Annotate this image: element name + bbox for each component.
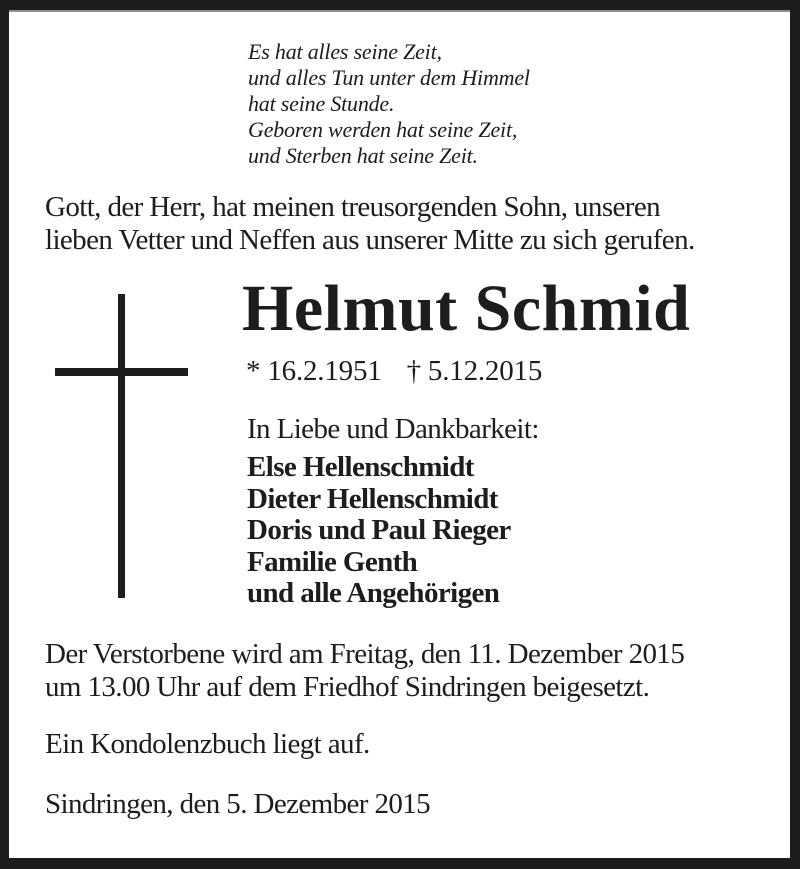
mourner-name: Doris und Paul Rieger (247, 514, 511, 546)
mourners-list (247, 452, 511, 610)
mourner-name: und alle Angehörigen (247, 577, 500, 609)
mourner-name: Familie Genth (247, 545, 418, 578)
burial-line: Der Verstorbene wird am Freitag, den 11. Dezember 2015 (45, 638, 685, 670)
burial-info (45, 638, 684, 704)
life-dates (246, 355, 542, 388)
burial-line: um 13.00 Uhr auf dem Friedhof Sindringen beigesetzt. (45, 671, 650, 703)
mourner-name: Dieter Hellenschmidt (247, 482, 498, 515)
cross-vertical-bar (118, 294, 125, 598)
poem-line: Geboren werden hat seine Zeit, (248, 117, 518, 142)
frame-hairline (9, 10, 790, 12)
poem-line: und Sterben hat seine Zeit. (248, 143, 478, 168)
deceased-name: Helmut Schmid (242, 272, 691, 345)
birth-date: * 16.2.1951 (246, 355, 382, 387)
intro-line: lieben Vetter und Neffen aus unserer Mitte zu sich gerufen. (45, 224, 695, 256)
death-date: † 5.12.2015 (406, 355, 543, 387)
poem-block (248, 39, 530, 169)
poem-line: und alles Tun unter dem Himmel (248, 65, 530, 90)
frame-border-top (0, 0, 800, 10)
poem-line: hat seine Stunde. (248, 91, 395, 116)
frame-border-right (790, 0, 800, 869)
frame-border-left (0, 0, 9, 869)
tribute-salutation: In Liebe und Dankbarkeit: (247, 413, 539, 445)
cross-horizontal-bar (55, 368, 188, 376)
mourner-name: Else Hellenschmidt (247, 451, 474, 483)
frame-border-bottom (0, 858, 800, 869)
dateline: Sindringen, den 5. Dezember 2015 (45, 788, 431, 820)
intro-paragraph (45, 191, 695, 257)
intro-line: Gott, der Herr, hat meinen treusorgenden Sohn, unseren (45, 191, 661, 223)
poem-line: Es hat alles seine Zeit, (248, 39, 442, 64)
condolence-note: Ein Kondolenzbuch liegt auf. (45, 728, 370, 760)
